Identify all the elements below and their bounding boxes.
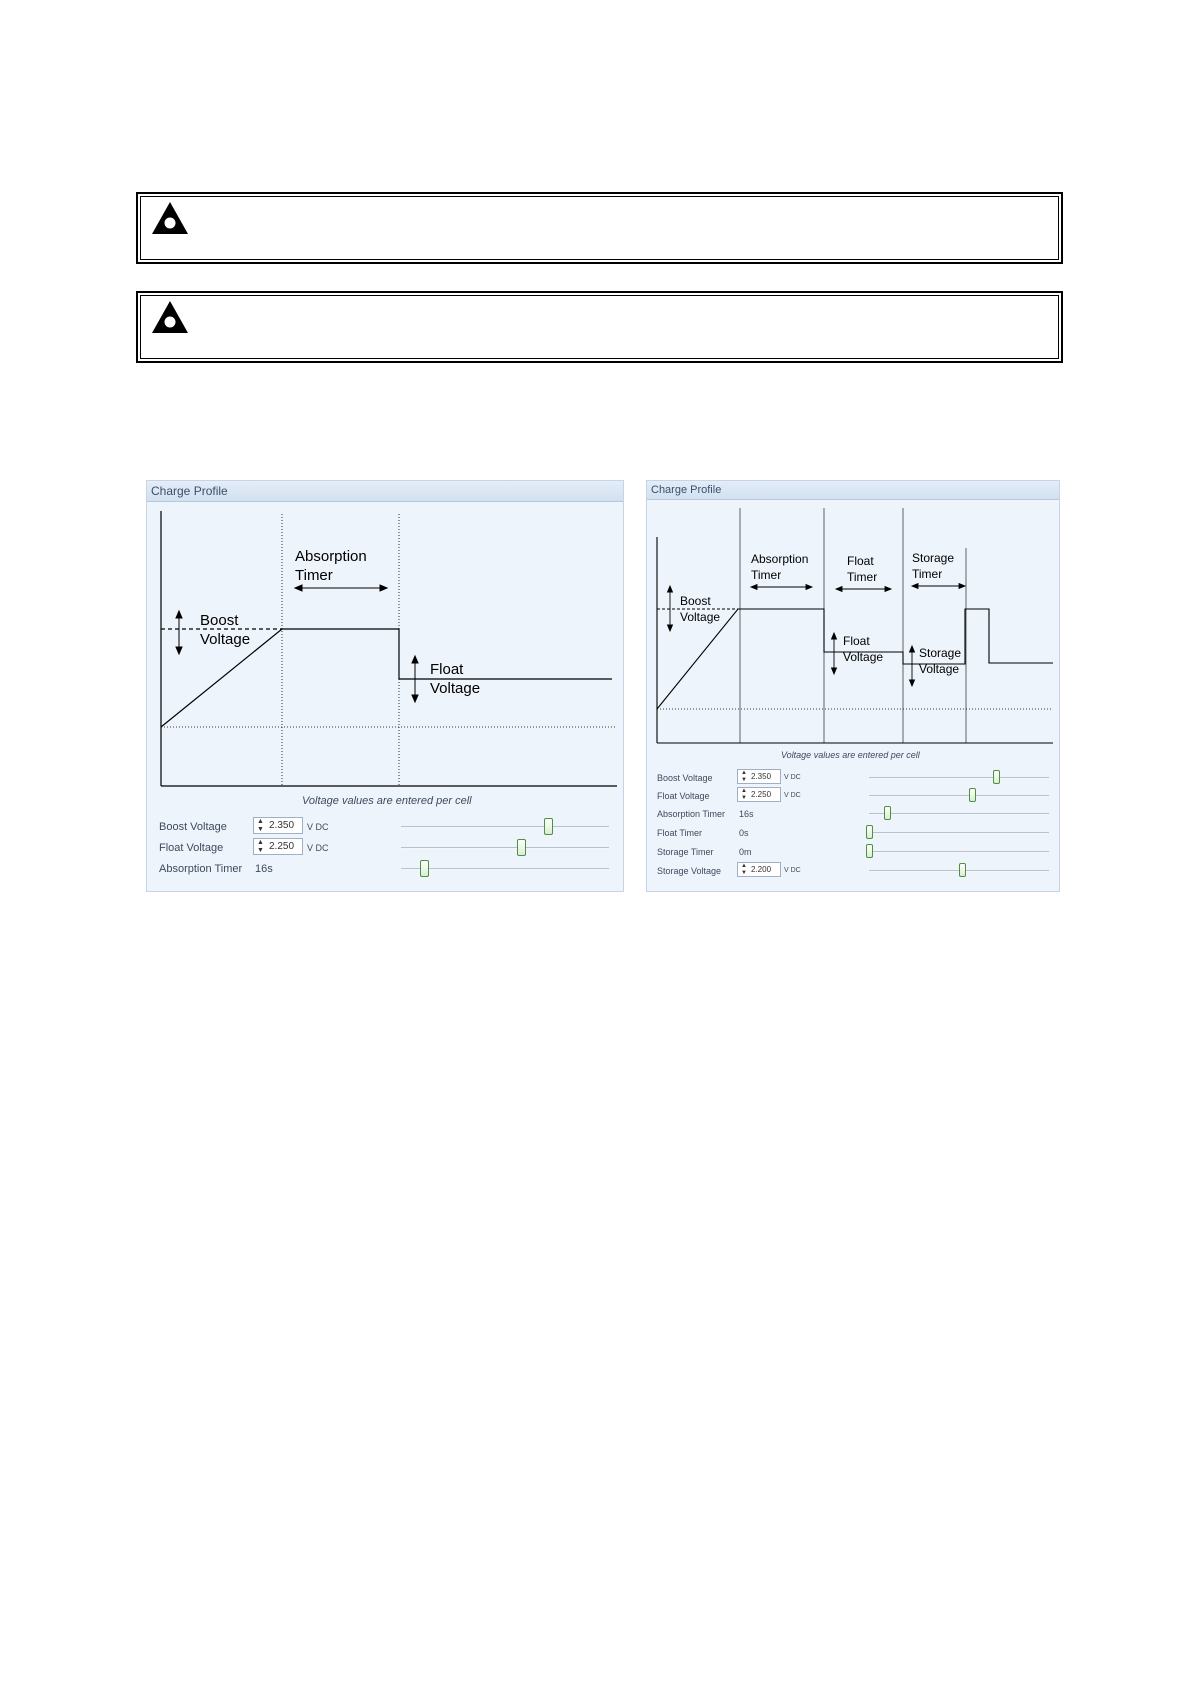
absorption-timer-label: Absorption xyxy=(295,548,367,565)
arrow-head xyxy=(959,584,965,589)
unit-label: V DC xyxy=(784,867,801,874)
storage-timer-readout: 0m xyxy=(739,847,752,857)
storage-timer-slider-track[interactable] xyxy=(869,851,1049,853)
arrow-head xyxy=(836,587,842,592)
caution-box xyxy=(136,192,1063,264)
storage-timer-label: Timer xyxy=(912,567,943,581)
spin-arrows-icon[interactable]: ▲ ▼ xyxy=(741,770,747,783)
storage-voltage-slider-thumb[interactable] xyxy=(959,863,966,877)
unit-label: V DC xyxy=(307,822,329,832)
arrow-head xyxy=(885,587,891,592)
float-voltage-label: Voltage xyxy=(430,680,481,697)
arrow-head xyxy=(176,611,182,618)
charge-profile-panel-storage xyxy=(646,480,1060,892)
storage-voltage-spinbox[interactable]: ▲ ▼ 2.200 xyxy=(737,862,781,877)
arrow-head xyxy=(668,586,673,592)
float-timer-slider-thumb[interactable] xyxy=(866,825,873,839)
absorption-timer-readout: 16s xyxy=(255,863,273,875)
unit-label: V DC xyxy=(784,792,801,799)
arrow-head xyxy=(295,585,302,591)
storage-timer-label: Storage xyxy=(912,551,955,565)
float-voltage-label: Float xyxy=(430,661,464,678)
absorption-timer-label: Timer xyxy=(295,567,333,584)
absorption-timer-slider-track[interactable] xyxy=(401,868,609,870)
arrow-head xyxy=(412,656,418,663)
boost-voltage-label: Boost Voltage xyxy=(657,773,713,783)
spin-arrows-icon[interactable]: ▲ ▼ xyxy=(257,839,264,854)
charge-profile-panel-basic xyxy=(146,480,624,892)
boost-voltage-label: Voltage xyxy=(200,631,251,648)
spin-arrows-icon[interactable]: ▲ ▼ xyxy=(741,788,747,801)
boost-voltage-label: Boost xyxy=(200,612,239,629)
absorption-timer-readout: 16s xyxy=(739,809,754,819)
boost-voltage-slider-track[interactable] xyxy=(869,777,1049,779)
boost-voltage-spinbox[interactable]: ▲ ▼ 2.350 xyxy=(737,769,781,784)
float-timer-label: Float Timer xyxy=(657,828,703,838)
arrow-head xyxy=(668,625,673,631)
storage-voltage-label: Storage xyxy=(919,646,962,660)
arrow-head xyxy=(412,695,418,702)
arrow-head xyxy=(832,668,837,674)
float-voltage-slider-track[interactable] xyxy=(869,795,1049,797)
spin-arrows-icon[interactable]: ▲ ▼ xyxy=(257,818,264,833)
absorption-timer-label: Timer xyxy=(751,568,782,582)
boost-voltage-slider-track[interactable] xyxy=(401,826,609,828)
float-timer-label: Float xyxy=(847,554,874,568)
arrow-head xyxy=(806,585,812,590)
float-voltage-spinbox[interactable]: ▲ ▼ 2.250 xyxy=(253,838,303,855)
per-cell-note: Voltage values are entered per cell xyxy=(781,750,920,760)
absorption-timer-slider-track[interactable] xyxy=(869,813,1049,815)
panel-title: Charge Profile xyxy=(647,481,1059,500)
boost-voltage-spinbox[interactable]: ▲ ▼ 2.350 xyxy=(253,817,303,834)
boost-voltage-label: Voltage xyxy=(680,610,721,624)
float-voltage-spinbox[interactable]: ▲ ▼ 2.250 xyxy=(737,787,781,802)
absorption-timer-slider-thumb[interactable] xyxy=(884,806,891,820)
float-voltage-slider-thumb[interactable] xyxy=(517,839,526,856)
storage-timer-label: Storage Timer xyxy=(657,847,714,857)
float-voltage-slider-track[interactable] xyxy=(401,847,609,849)
storage-voltage-label: Voltage xyxy=(919,662,960,676)
unit-label: V DC xyxy=(784,774,801,781)
float-voltage-label: Voltage xyxy=(843,650,884,664)
per-cell-note: Voltage values are entered per cell xyxy=(302,795,472,807)
absorption-timer-slider-thumb[interactable] xyxy=(420,860,429,877)
arrow-head xyxy=(910,646,915,652)
arrow-head xyxy=(380,585,387,591)
storage-voltage-label: Storage Voltage xyxy=(657,866,722,876)
spin-arrows-icon[interactable]: ▲ ▼ xyxy=(741,863,747,876)
float-timer-slider-track[interactable] xyxy=(869,832,1049,834)
absorption-timer-label: Absorption Timer xyxy=(159,863,243,875)
panel-title: Charge Profile xyxy=(147,481,623,502)
absorption-timer-label: Absorption xyxy=(751,552,809,566)
float-voltage-label: Float xyxy=(843,634,870,648)
storage-timer-slider-thumb[interactable] xyxy=(866,844,873,858)
float-timer-label: Timer xyxy=(847,570,878,584)
absorption-timer-label: Absorption Timer xyxy=(657,809,726,819)
float-voltage-label: Float Voltage xyxy=(657,791,710,801)
caution-box xyxy=(136,291,1063,363)
caution-triangle-icon xyxy=(150,200,190,236)
unit-label: V DC xyxy=(307,843,329,853)
arrow-head xyxy=(176,647,182,654)
arrow-head xyxy=(910,680,915,686)
boost-voltage-slider-thumb[interactable] xyxy=(993,770,1000,784)
arrow-head xyxy=(832,633,837,639)
float-voltage-label: Float Voltage xyxy=(159,842,224,854)
caution-triangle-icon xyxy=(150,299,190,335)
boost-voltage-label: Boost Voltage xyxy=(159,821,227,833)
arrow-head xyxy=(751,585,757,590)
charge-profile-diagram xyxy=(647,481,1060,892)
float-timer-readout: 0s xyxy=(739,828,749,838)
boost-voltage-slider-thumb[interactable] xyxy=(544,818,553,835)
boost-voltage-label: Boost xyxy=(680,594,711,608)
float-voltage-slider-thumb[interactable] xyxy=(969,788,976,802)
arrow-head xyxy=(912,584,918,589)
